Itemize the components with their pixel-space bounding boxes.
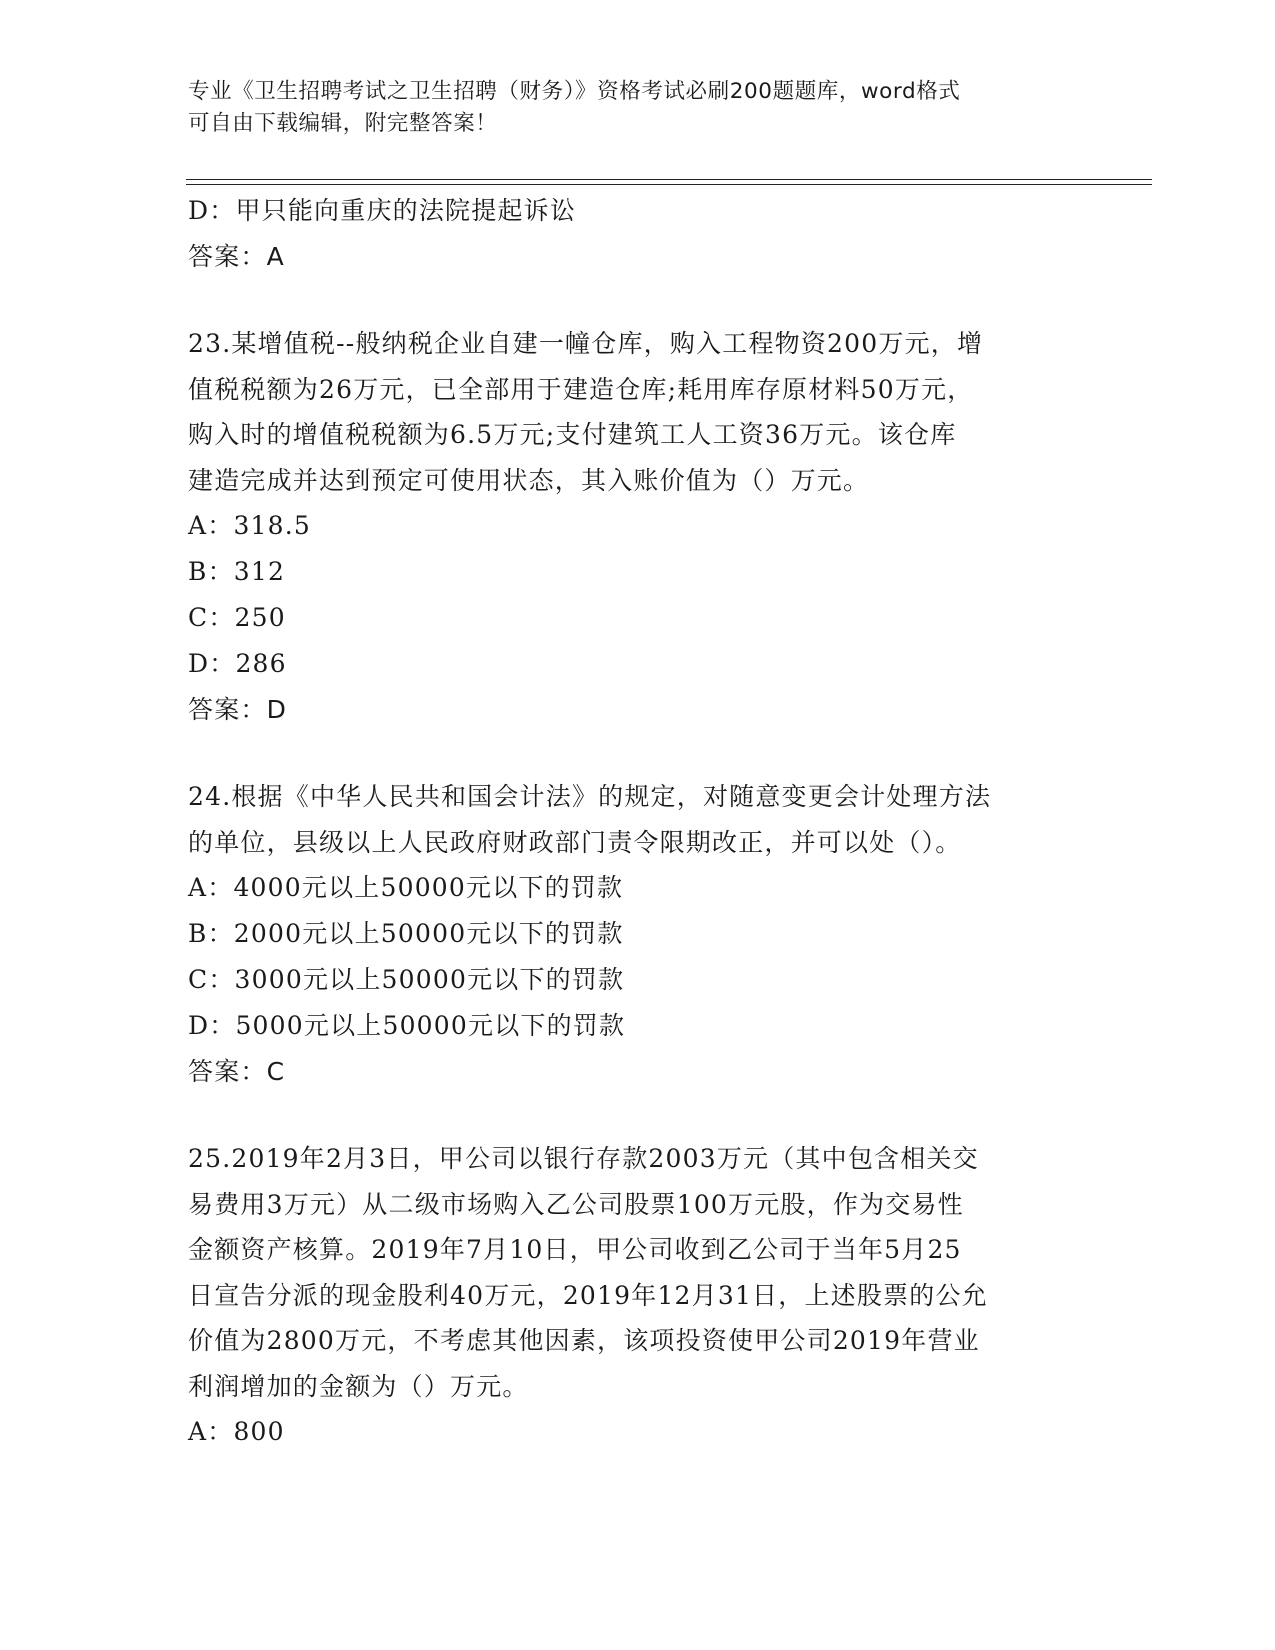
question-text-line: 23.某增值税--般纳税企业自建一幢仓库，购入工程物资200万元，增 — [188, 329, 984, 358]
header-divider — [186, 179, 1152, 180]
option-c: C：3000元以上50000元以下的罚款 — [188, 965, 625, 994]
question-25 — [188, 1136, 1088, 1455]
question-text-line: 24.根据《中华人民共和国会计法》的规定，对随意变更会计处理方法 — [188, 782, 992, 811]
option-d: D：5000元以上50000元以下的罚款 — [188, 1011, 626, 1040]
option-a: A：800 — [188, 1417, 285, 1446]
option-d: D：286 — [188, 649, 287, 678]
option-c: C：250 — [188, 603, 286, 632]
question-24 — [188, 774, 1088, 1095]
question-text-line: 的单位，县级以上人民政府财政部门责令限期改正，并可以处（）。 — [188, 827, 962, 857]
spacer — [188, 733, 1088, 774]
spacer — [188, 1095, 1088, 1136]
question-text-line: 易费用3万元）从二级市场购入乙公司股票100万元股，作为交易性 — [188, 1189, 964, 1219]
question-text-line: 价值为2800万元，不考虑其他因素，该项投资使甲公司2019年营业 — [188, 1326, 980, 1355]
question-text-line: 25.2019年2月3日，甲公司以银行存款2003万元（其中包含相关交 — [188, 1144, 979, 1173]
question-text-line: 金额资产核算。2019年7月10日，甲公司收到乙公司于当年5月25 — [188, 1235, 962, 1264]
option-a: A：318.5 — [188, 511, 312, 540]
header-line-2: 可自由下载编辑，附完整答案！ — [188, 111, 498, 136]
question-text-line: 日宣告分派的现金股利40万元，2019年12月31日，上述股票的公允 — [188, 1280, 988, 1310]
option-b: B：2000元以上50000元以下的罚款 — [188, 919, 624, 948]
question-text-line: 建造完成并达到预定可使用状态，其入账价值为（）万元。 — [188, 465, 870, 495]
question-23 — [188, 321, 1088, 733]
prev-option-d: D：甲只能向重庆的法院提起诉讼 — [188, 196, 577, 225]
header-line-1: 专业《卫生招聘考试之卫生招聘（财务）》资格考试必刷200题题库，word格式 — [188, 79, 961, 104]
header-divider-secondary — [186, 184, 1152, 185]
option-b: B：312 — [188, 557, 286, 586]
prev-answer: 答案：A — [188, 242, 285, 271]
question-text-line: 购入时的增值税税额为6.5万元;支付建筑工人工资36万元。该仓库 — [188, 420, 957, 449]
document-header — [188, 76, 1068, 140]
option-a: A：4000元以上50000元以下的罚款 — [188, 873, 624, 902]
question-text-line: 值税税额为26万元，已全部用于建造仓库;耗用库存原材料50万元， — [188, 374, 974, 404]
spacer — [188, 280, 1088, 321]
answer: 答案：D — [188, 695, 288, 724]
question-text-line: 利润增加的金额为（）万元。 — [188, 1371, 529, 1401]
document-body — [188, 188, 1088, 1455]
answer: 答案：C — [188, 1057, 286, 1086]
